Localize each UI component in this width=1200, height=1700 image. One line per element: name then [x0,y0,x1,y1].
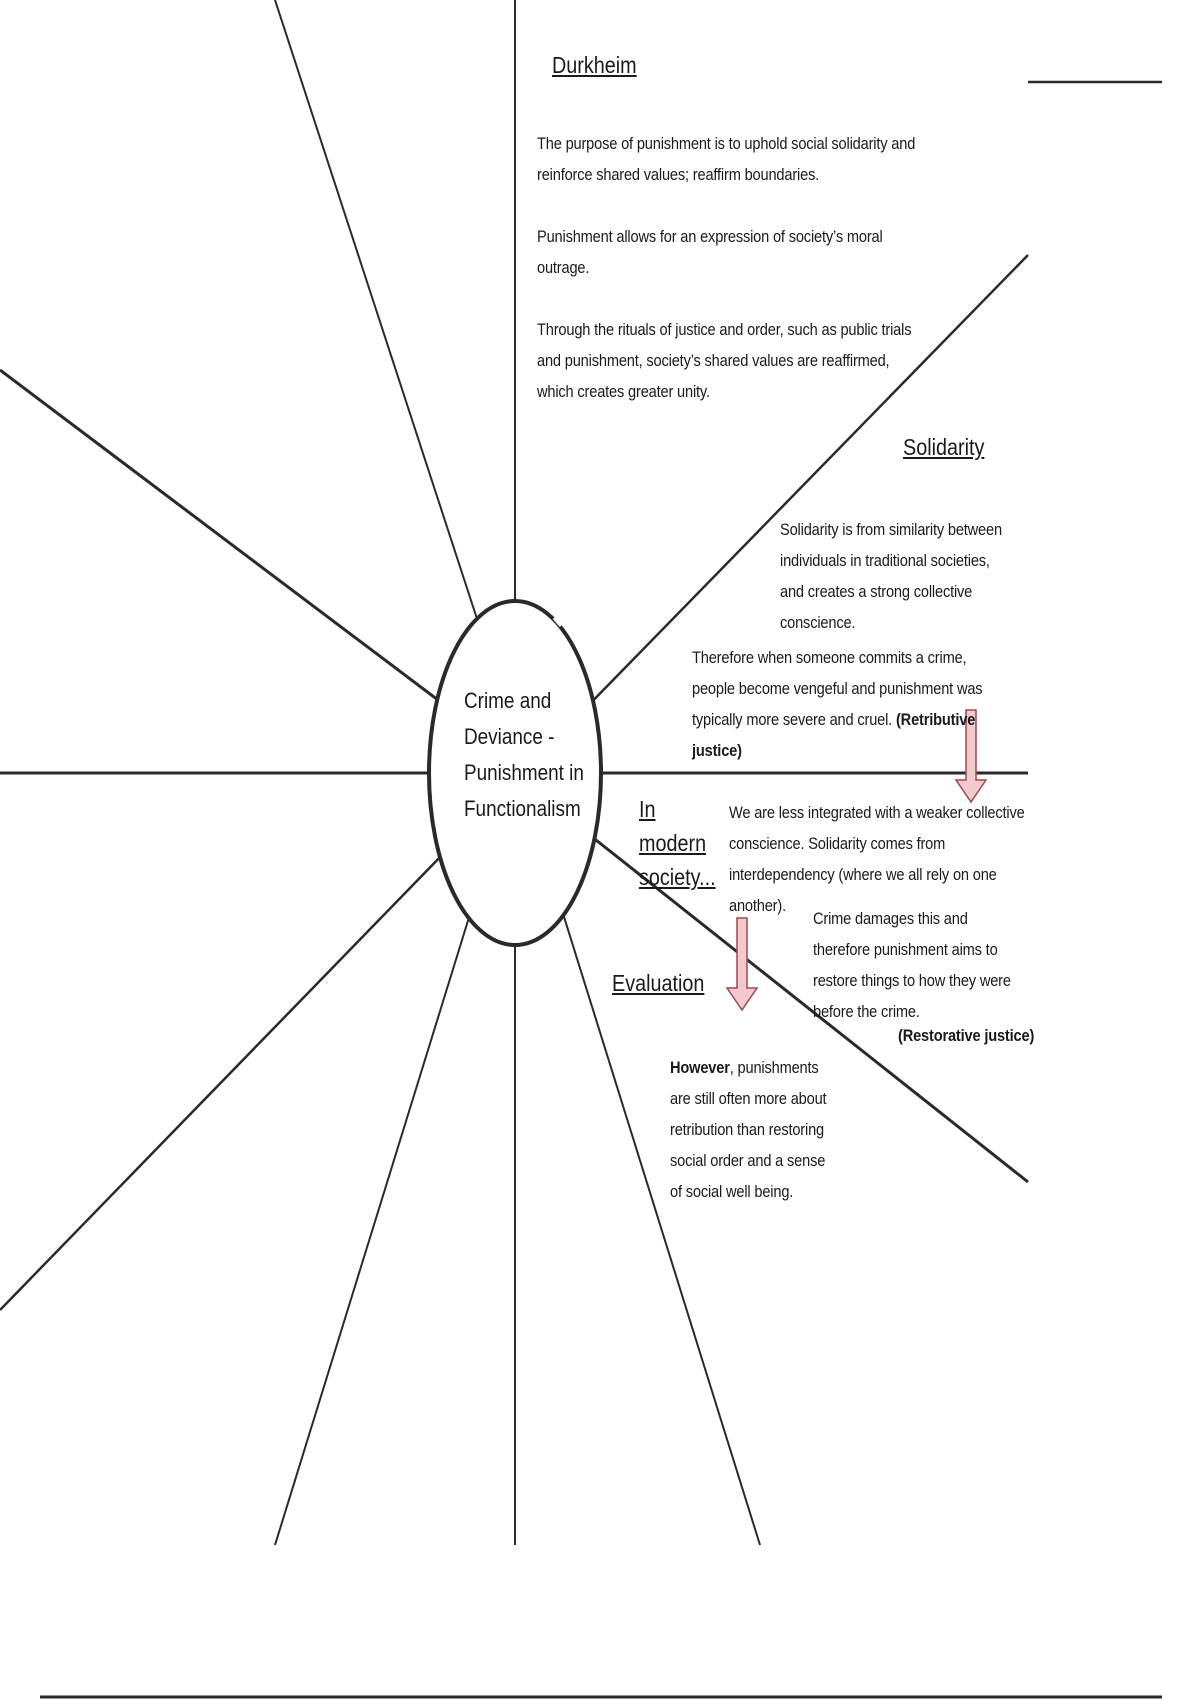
spoke-top-left [275,0,480,628]
modern-society-paragraph-1: We are less integrated with a weaker collective conscience. Solidarity comes from interdependency (where we all rely on one another). [729,803,1025,915]
solidarity-heading: Solidarity [903,434,985,460]
modern-society-paragraph-2: Crime damages this and therefore punishment aims to restore things to how they were before the crime. [813,909,1011,1021]
evaluation-body: , punishments are still often more about retribution than restoring social order and a sense of social well being. [670,1058,827,1201]
spoke-left-upper [0,370,438,700]
center-title: Crime and Deviance - Punishment in Functionalism [464,688,584,821]
evaluation-text [670,1052,838,1207]
evaluation-bold-lead: However [670,1058,730,1077]
durkheim-paragraph-2: Punishment allows for an expression of society’s moral outrage. [537,227,883,277]
durkheim-paragraph-1: The purpose of punishment is to uphold social solidarity and reinforce shared values; reaffirm boundaries. [537,134,916,184]
modern-society-heading: In modern society... [639,796,716,890]
durkheim-paragraph-3: Through the rituals of justice and order, such as public trials and punishment, society’s shared values are reaffirmed, which creates greater unity. [537,320,912,401]
solidarity-paragraph-2 [692,642,993,766]
evaluation-heading: Evaluation [612,970,705,996]
durkheim-heading: Durkheim [552,52,637,78]
solidarity-paragraph-2-text: Therefore when someone commits a crime, people become vengeful and punishment was typically more severe and cruel. [692,648,983,729]
restorative-justice-label: (Restorative justice) [898,1026,1035,1045]
spoke-left-lower [0,852,445,1310]
retributive-justice-label: (Retributive justice) [692,710,976,760]
solidarity-paragraph-1: Solidarity is from similarity between individuals in traditional societies, and creates a strong collective conscience. [780,520,1002,632]
durkheim-text [537,128,915,407]
